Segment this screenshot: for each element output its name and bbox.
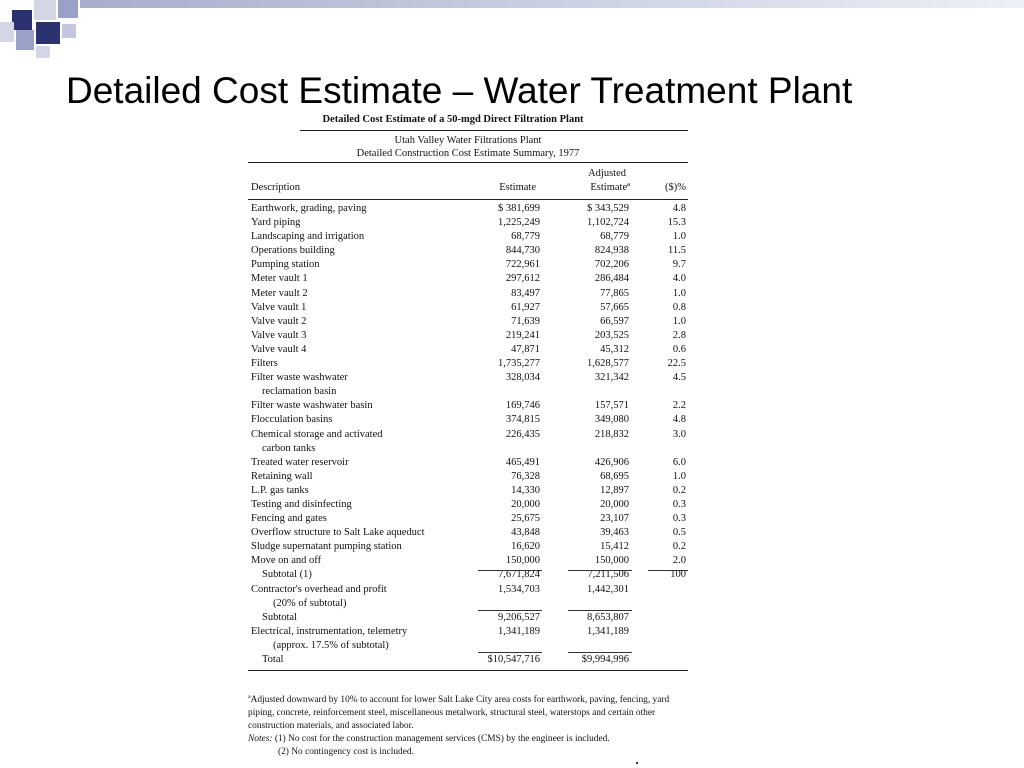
table-footnotes: [248, 694, 688, 759]
row-adjusted: $9,994,996: [581, 654, 629, 665]
table-row: [248, 512, 688, 526]
row-estimate: 71,639: [511, 315, 540, 327]
table-row: [248, 371, 688, 385]
row-estimate: 47,871: [511, 343, 540, 355]
subtotal-rule-adjusted: [568, 570, 632, 571]
row-estimate: 150,000: [505, 555, 540, 567]
row-description: L.P. gas tanks: [251, 484, 309, 496]
table-row: [248, 385, 688, 399]
row-description: Filter waste washwater basin: [251, 400, 373, 412]
row-estimate: 219,241: [505, 329, 540, 341]
row-description: Filters: [251, 358, 278, 370]
row-adjusted: 349,080: [594, 414, 629, 426]
row-percent: 0.2: [672, 484, 686, 496]
row-estimate: 226,435: [505, 428, 540, 440]
table-row: [248, 272, 688, 286]
row-percent: 9.7: [672, 259, 686, 271]
table-row: [248, 301, 688, 315]
row-adjusted: 321,342: [594, 372, 629, 384]
table-subtitle-1: Utah Valley Water Filtrations Plant: [394, 135, 542, 146]
table-row: [248, 287, 688, 301]
row-description: Valve vault 2: [251, 315, 307, 327]
header-adjusted-2: Estimateª: [590, 182, 630, 193]
row-description: Subtotal (1): [262, 569, 312, 581]
row-percent: 11.5: [668, 245, 686, 257]
row-description: Flocculation basins: [251, 414, 333, 426]
row-estimate: 83,497: [511, 287, 540, 299]
table-row: [248, 399, 688, 413]
row-adjusted: 39,463: [600, 527, 629, 539]
table-row: [248, 428, 688, 442]
row-adjusted: 1,341,189: [587, 625, 629, 637]
row-estimate: $10,547,716: [487, 654, 540, 665]
note-2: (2) No contingency cost is included.: [278, 747, 414, 757]
row-percent: 4.5: [672, 372, 686, 384]
row-adjusted: $ 343,529: [587, 203, 629, 214]
table-subtitle-2: Detailed Construction Cost Estimate Summary, 1977: [356, 148, 580, 159]
row-description: Overflow structure to Salt Lake aqueduct: [251, 527, 425, 539]
footnote-a: ªAdjusted downward by 10% to account for lower Salt Lake City area costs for earthwork, paving, fencing, yard piping, concrete, reinforcement steel, miscellaneous metalwork, structural steel, waterstops and certain other construction materials, and associated labor.: [248, 695, 670, 731]
row-estimate: 68,779: [511, 231, 540, 243]
row-percent: 15.3: [667, 217, 686, 229]
row-description: Sludge supernatant pumping station: [251, 541, 402, 553]
table-row: [248, 230, 688, 244]
table-row: [248, 442, 688, 456]
row-description: (20% of subtotal): [273, 597, 347, 609]
row-estimate: 61,927: [511, 301, 540, 313]
corner-square-light-3: [36, 46, 50, 58]
row-estimate: $ 381,699: [498, 203, 540, 214]
row-estimate: 76,328: [511, 470, 540, 482]
row-adjusted: 824,938: [594, 245, 629, 257]
table-row: [248, 554, 688, 568]
corner-square-mid-3: [62, 24, 76, 38]
row-estimate: 1,735,277: [498, 358, 540, 370]
overhead-rule-estimate: [478, 610, 542, 611]
table-row: [248, 456, 688, 470]
row-percent: 1.0: [672, 315, 686, 327]
row-adjusted: 77,865: [600, 287, 629, 299]
row-description: Retaining wall: [251, 470, 313, 482]
overhead-rule-adjusted: [568, 610, 632, 611]
table-row: [248, 216, 688, 230]
row-description: Chemical storage and activated: [251, 428, 383, 440]
table-row: [248, 470, 688, 484]
row-percent: 3.0: [672, 428, 686, 440]
row-description: Meter vault 2: [251, 287, 308, 299]
row-description: Subtotal: [262, 611, 298, 623]
row-adjusted: 68,779: [600, 231, 629, 243]
row-adjusted: 68,695: [600, 470, 629, 482]
electrical-rule-adjusted: [568, 652, 632, 653]
notes-label: Notes:: [248, 734, 273, 744]
row-description: Testing and disinfecting: [251, 498, 352, 510]
table-top-rule: [300, 130, 688, 131]
row-description: Valve vault 1: [251, 301, 307, 313]
note-1: [248, 733, 688, 746]
row-adjusted: 20,000: [600, 498, 629, 510]
table-row: [248, 498, 688, 512]
row-estimate: 844,730: [505, 245, 540, 257]
table-row: [248, 315, 688, 329]
row-adjusted: 286,484: [594, 273, 629, 285]
table-row: [248, 526, 688, 540]
row-estimate: 25,675: [511, 513, 540, 525]
row-description: reclamation basin: [262, 386, 337, 398]
row-estimate: 1,225,249: [498, 217, 540, 229]
row-adjusted: 8,653,807: [587, 611, 629, 623]
table-row: [248, 413, 688, 427]
row-description: Meter vault 1: [251, 273, 308, 285]
row-description: carbon tanks: [262, 442, 316, 454]
row-description: Pumping station: [251, 259, 320, 271]
table-body: [248, 202, 688, 568]
row-percent: 2.2: [672, 400, 686, 412]
corner-square-dark-2: [36, 22, 60, 44]
electrical-rule-estimate: [478, 652, 542, 653]
corner-square-mid-2: [16, 30, 34, 50]
row-adjusted: 218,832: [594, 428, 629, 440]
header-percent: ($)%: [665, 182, 686, 193]
slide-title: Detailed Cost Estimate – Water Treatment Plant: [66, 70, 853, 111]
table-header-rule: [248, 199, 688, 200]
row-percent: 0.8: [672, 301, 686, 313]
row-description: Valve vault 3: [251, 329, 307, 341]
header-adjusted-1: Adjusted: [588, 168, 626, 179]
row-estimate: 20,000: [511, 498, 540, 510]
corner-square-mid-1: [58, 0, 78, 18]
corner-square-light-1: [34, 0, 56, 20]
table-row: [248, 202, 688, 216]
table-row: [248, 625, 688, 639]
row-estimate: 328,034: [505, 372, 540, 384]
row-estimate: 43,848: [511, 527, 540, 539]
row-description: Yard piping: [251, 217, 301, 229]
row-description: Contractor's overhead and profit: [251, 583, 387, 595]
row-adjusted: 23,107: [600, 513, 629, 525]
table-row: [248, 597, 688, 611]
row-estimate: 1,534,703: [498, 583, 540, 595]
row-percent: 2.8: [672, 329, 686, 341]
table-row: [248, 343, 688, 357]
row-adjusted: 1,628,577: [587, 358, 629, 370]
row-estimate: 14,330: [511, 484, 540, 496]
row-adjusted: 15,412: [600, 541, 629, 553]
row-percent: 100: [670, 569, 686, 581]
row-description: Electrical, instrumentation, telemetry: [251, 625, 408, 637]
subtotal-rule-percent: [648, 570, 688, 571]
row-estimate: 169,746: [505, 400, 540, 412]
row-adjusted: 702,206: [594, 259, 629, 271]
row-estimate: 16,620: [511, 541, 540, 553]
row-description: Valve vault 4: [251, 343, 307, 355]
row-adjusted: 57,665: [600, 301, 629, 313]
row-estimate: 297,612: [505, 273, 540, 285]
row-description: Filter waste washwater: [251, 372, 348, 384]
row-description: Total: [262, 654, 284, 665]
row-adjusted: 1,442,301: [587, 583, 629, 595]
row-description: Treated water reservoir: [251, 456, 349, 468]
subtotal-rule-estimate: [478, 570, 542, 571]
table-row: [248, 583, 688, 597]
row-percent: 4.8: [672, 414, 686, 426]
row-estimate: 722,961: [505, 259, 540, 271]
row-estimate: 374,815: [505, 414, 540, 426]
row-percent: 22.5: [667, 358, 686, 370]
table-row: [248, 244, 688, 258]
row-adjusted: 7,211,506: [587, 569, 629, 581]
table-row: [248, 639, 688, 653]
row-percent: 4.8: [672, 203, 686, 214]
row-percent: 0.3: [672, 513, 686, 525]
table-header: [248, 163, 688, 197]
row-percent: 4.0: [672, 273, 686, 285]
row-adjusted: 45,312: [600, 343, 629, 355]
row-adjusted: 1,102,724: [587, 217, 629, 229]
page-mark: [636, 762, 638, 764]
row-estimate: 1,341,189: [498, 625, 540, 637]
header-description: Description: [251, 182, 300, 193]
row-percent: 1.0: [672, 287, 686, 299]
row-description: Fencing and gates: [251, 513, 327, 525]
row-estimate: 7,671,824: [498, 569, 540, 581]
row-percent: 0.6: [672, 343, 686, 355]
table-row: [248, 484, 688, 498]
row-percent: 1.0: [672, 470, 686, 482]
row-percent: 0.5: [672, 527, 686, 539]
table-row: [248, 357, 688, 371]
table-row: [248, 258, 688, 272]
table-row: [248, 653, 688, 667]
header-estimate: Estimate: [499, 182, 536, 193]
table-row: [248, 540, 688, 554]
row-percent: 0.3: [672, 498, 686, 510]
top-bar: [80, 0, 1024, 8]
row-percent: 0.2: [672, 541, 686, 553]
cost-estimate-table: [248, 114, 688, 671]
table-totals: [248, 568, 688, 667]
table-bottom-rule: [248, 670, 688, 671]
row-estimate: 465,491: [505, 456, 540, 468]
row-description: Operations building: [251, 245, 335, 257]
row-description: Earthwork, grading, paving: [251, 203, 367, 214]
row-adjusted: 150,000: [594, 555, 629, 567]
note-1-text: (1) No cost for the construction management services (CMS) by the engineer is included.: [274, 734, 610, 744]
table-row: [248, 611, 688, 625]
row-percent: 2.0: [672, 555, 686, 567]
row-adjusted: 203,525: [594, 329, 629, 341]
row-percent: 1.0: [672, 231, 686, 243]
row-description: Landscaping and irrigation: [251, 231, 365, 243]
corner-square-dark-1: [12, 10, 32, 30]
row-percent: 6.0: [672, 456, 686, 468]
row-adjusted: 426,906: [594, 456, 629, 468]
row-estimate: 9,206,527: [498, 611, 540, 623]
corner-square-light-2: [0, 22, 14, 42]
row-description: Move on and off: [251, 555, 322, 567]
table-row: [248, 329, 688, 343]
row-adjusted: 157,571: [594, 400, 629, 412]
row-description: (approx. 17.5% of subtotal): [273, 639, 389, 651]
table-caption: Detailed Cost Estimate of a 50-mgd Direct Filtration Plant: [322, 114, 584, 125]
row-adjusted: 12,897: [600, 484, 629, 496]
row-adjusted: 66,597: [600, 315, 629, 327]
